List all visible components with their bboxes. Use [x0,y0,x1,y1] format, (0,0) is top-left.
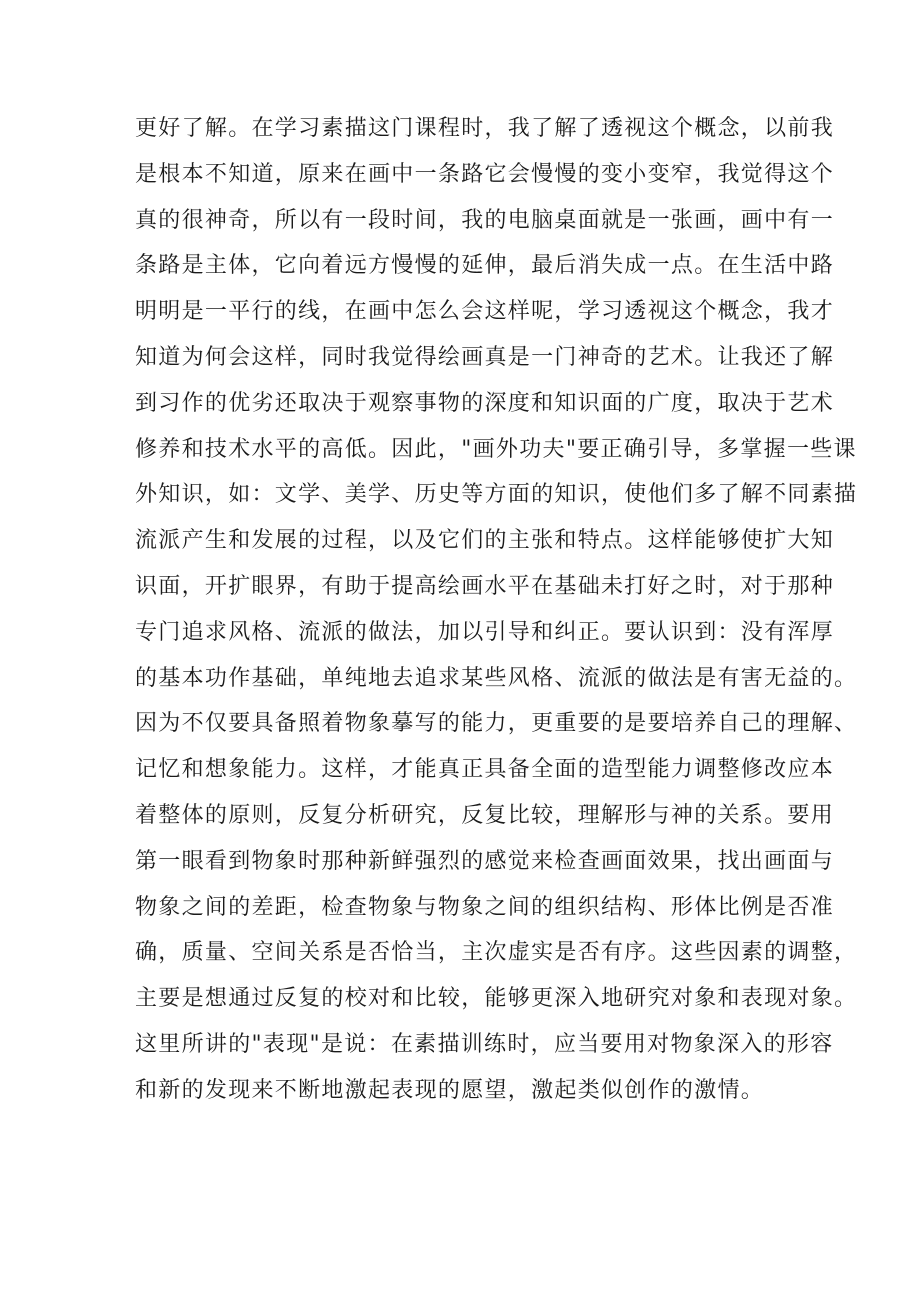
text-line-17: 第一眼看到物象时那种新鲜强烈的感觉来检查画面效果，找出画面与 [135,848,835,874]
text-line-22: 和新的发现来不断地激起表现的愿望，激起类似创作的激情。 [135,1077,765,1103]
text-line-14: 因为不仅要具备照着物象摹写的能力，更重要的是要培养自己的理解、 [135,711,858,737]
text-line-3: 真的很神奇，所以有一段时间，我的电脑桌面就是一张画，画中有一 [135,207,835,233]
text-line-12: 专门追求风格、流派的做法，加以引导和纠正。要认识到：没有浑厚 [135,619,835,645]
text-line-19: 确，质量、空间关系是否恰当，主次虚实是否有序。这些因素的调整， [135,940,858,966]
text-line-7: 到习作的优劣还取决于观察事物的深度和知识面的广度，取决于艺术 [135,390,835,416]
text-line-11: 识面，开扩眼界，有助于提高绘画水平在基础未打好之时，对于那种 [135,573,835,599]
text-line-1: 更好了解。在学习素描这门课程时，我了解了透视这个概念，以前我 [135,116,835,141]
body-text [135,106,858,1114]
text-line-10: 流派产生和发展的过程，以及它们的主张和特点。这样能够使扩大知 [135,528,835,554]
text-line-15: 记忆和想象能力。这样，才能真正具备全面的造型能力调整修改应本 [135,757,835,783]
text-line-21: 这里所讲的"表现"是说：在素描训练时，应当要用对物象深入的形容 [135,1031,834,1057]
text-line-18: 物象之间的差距，检查物象与物象之间的组织结构、形体比例是否准 [135,894,835,920]
text-line-5: 明明是一平行的线，在画中怎么会这样呢，学习透视这个概念，我才 [135,299,835,325]
text-line-4: 条路是主体，它向着远方慢慢的延伸，最后消失成一点。在生活中路 [135,253,835,279]
text-line-6: 知道为何会这样，同时我觉得绘画真是一门神奇的艺术。让我还了解 [135,344,835,370]
text-line-8: 修养和技术水平的高低。因此，"画外功夫"要正确引导，多掌握一些课 [135,436,857,462]
text-line-9: 外知识，如：文学、美学、历史等方面的知识，使他们多了解不同素描 [135,482,858,508]
text-line-2: 是根本不知道，原来在画中一条路它会慢慢的变小变窄，我觉得这个 [135,161,835,187]
text-line-20: 主要是想通过反复的校对和比较，能够更深入地研究对象和表现对象。 [135,986,858,1012]
text-line-13: 的基本功作基础，单纯地去追求某些风格、流派的做法是有害无益的。 [135,665,858,691]
text-line-16: 着整体的原则，反复分析研究，反复比较，理解形与神的关系。要用 [135,802,835,828]
